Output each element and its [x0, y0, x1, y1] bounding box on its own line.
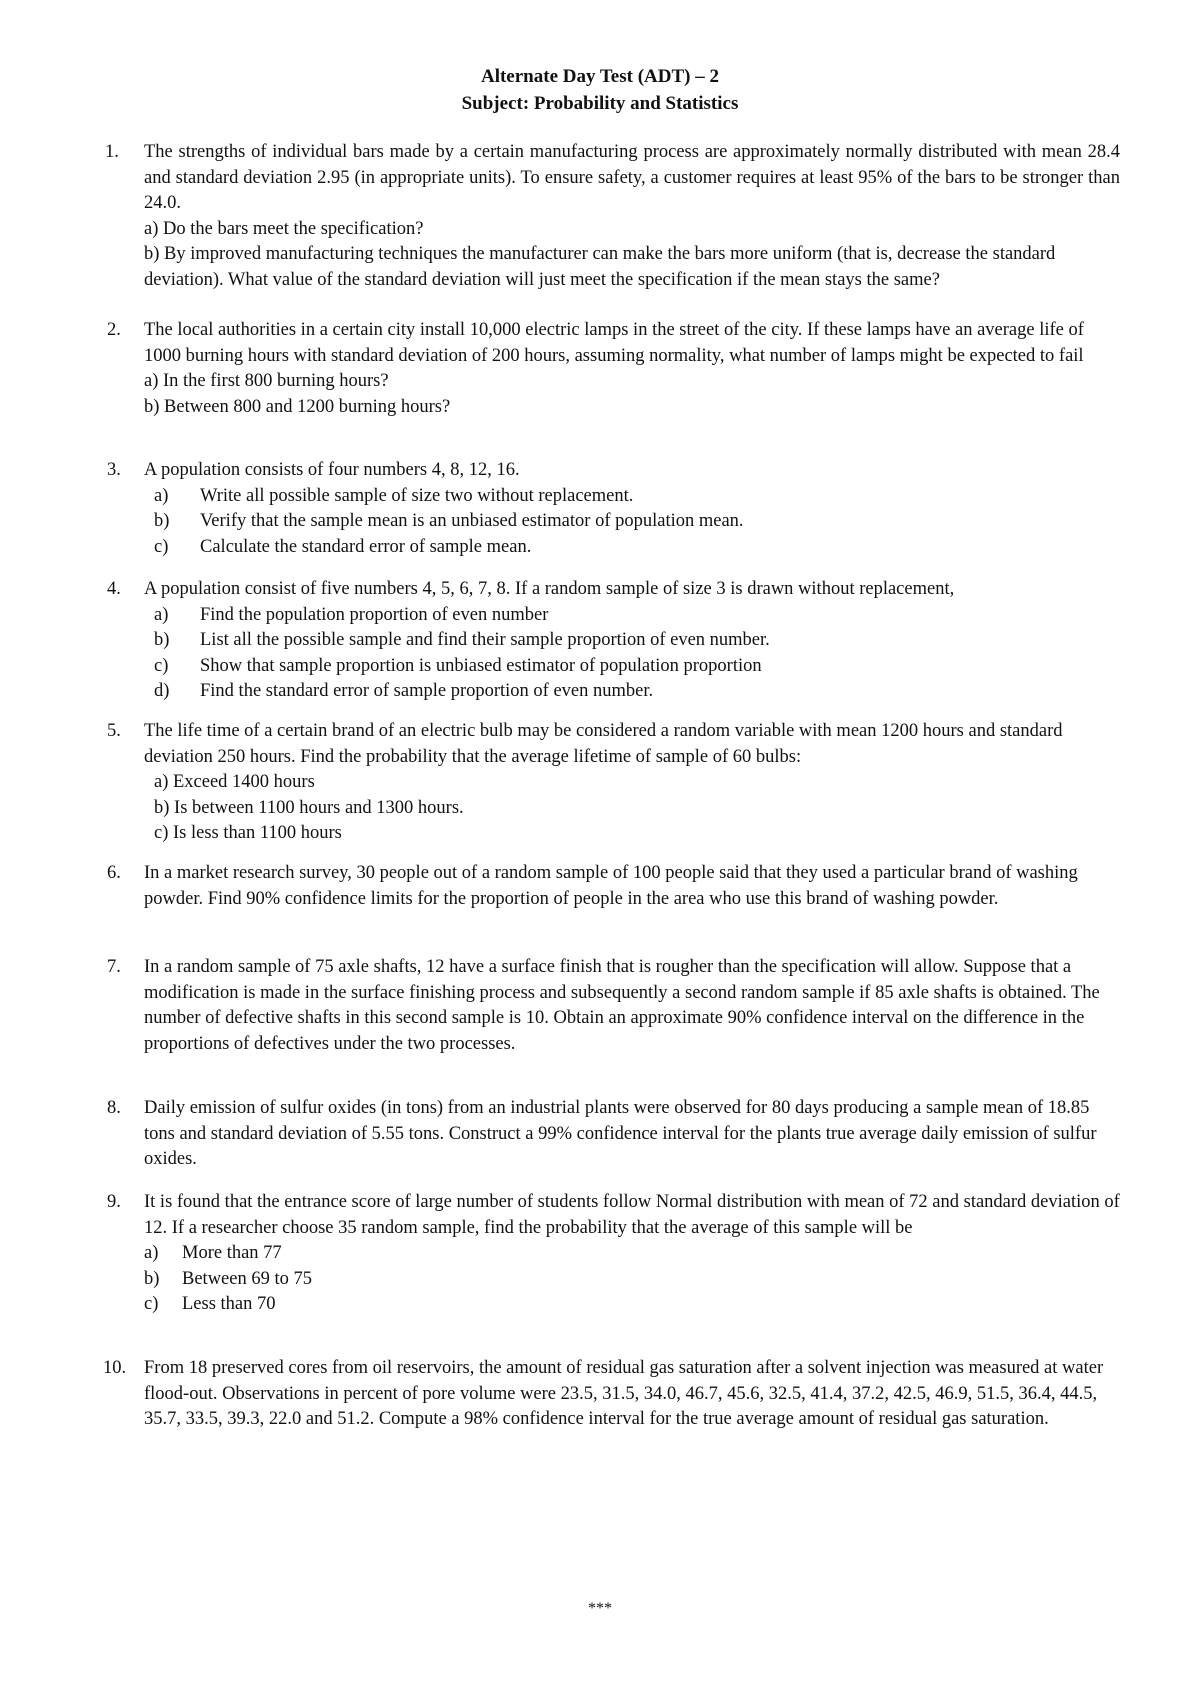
option-item: [144, 1292, 1120, 1318]
option-text: Show that sample proportion is unbiased estimator of population proportion: [200, 655, 762, 676]
question-number: 7.: [107, 957, 121, 977]
question-body: [144, 719, 1120, 847]
option-item: [154, 535, 1130, 561]
option-text: Find the population proportion of even number: [200, 604, 549, 625]
option-text: More than 77: [182, 1243, 282, 1264]
option-label: c): [154, 655, 169, 676]
question-body: [144, 1096, 1120, 1173]
question-text: A population consist of five numbers 4, 5, 6, 7, 8. If a random sample of size 3 is drawn without replacement,: [144, 579, 955, 599]
option-label: c): [144, 1294, 159, 1315]
option-item: [154, 679, 1130, 705]
option-list: [144, 770, 1120, 847]
question-text: The local authorities in a certain city install 10,000 electric lamps in the street of the city. If these lamps have an average life of 1000 burning hours with standard deviation of 200 hours, assuming normality, what number of lamps might be expected to fail: [144, 320, 1084, 366]
question-part: c) Is less than 1100 hours: [154, 823, 342, 844]
question-body: [144, 861, 1120, 912]
question-text: In a market research survey, 30 people out of a random sample of 100 people said that they used a particular brand of washing powder. Find 90% confidence limits for the proportion of people in the area who use this brand of washing powder.: [144, 863, 1078, 909]
page-title: Alternate Day Test (ADT) – 2: [480, 66, 719, 87]
question-text: Daily emission of sulfur oxides (in tons) from an industrial plants were observed for 80 days producing a sample mean of 18.85 tons and standard deviation of 5.55 tons. Construct a 99% confidence interval for the plants true average daily emission of sulfur oxides.: [144, 1098, 1097, 1170]
question-body: [144, 458, 1120, 560]
question-text: In a random sample of 75 axle shafts, 12 have a surface finish that is rougher than the specification will allow. Suppose that a modification is made in the surface finishing process and subsequently a second random sample if 85 axle shafts is obtained. The number of defective shafts in this second sample is 10. Obtain an approximate 90% confidence interval on the difference in the proportions of defectives under the two processes.: [144, 957, 1100, 1054]
option-text: Write all possible sample of size two without replacement.: [200, 485, 634, 506]
option-item: [144, 1241, 1120, 1267]
question-number: 1.: [105, 142, 119, 162]
question-number: 5.: [107, 721, 121, 741]
question-number: 2.: [107, 320, 121, 340]
question-number: 3.: [107, 460, 121, 480]
question-text: From 18 preserved cores from oil reservoirs, the amount of residual gas saturation after a solvent injection was measured at water flood-out. Observations in percent of pore volume were 23.5, 31.5, 34.0, 46.7, 45.6, 32.5, 41.4, 37.2, 42.5, 46.9, 51.5, 36.4, 44.5, 35.7, 33.5, 39.3, 22.0 and 51.2. Compute a 98% confidence interval for the true average amount of residual gas saturation.: [144, 1358, 1104, 1430]
question-part: b) Between 800 and 1200 burning hours?: [144, 396, 451, 417]
option-label: a): [154, 485, 169, 506]
option-text: Less than 70: [182, 1294, 276, 1315]
question-part: b) By improved manufacturing techniques the manufacturer can make the bars more uniform (that is, decrease the standard deviation). What value of the standard deviation will just meet the specification if the mean stays the same?: [144, 244, 1056, 290]
option-label: c): [154, 536, 169, 557]
question-part: a) Exceed 1400 hours: [154, 772, 315, 793]
question-text: The strengths of individual bars made by a certain manufacturing process are approximately normally distributed with mean 28.4 and standard deviation 2.95 (in appropriate units). To ensure safety, a customer requires at least 95% of the bars to be stronger than 24.0.: [144, 142, 1120, 214]
option-label: b): [154, 511, 170, 532]
option-label: a): [144, 1243, 159, 1264]
option-item: [154, 509, 1130, 535]
question-number: 6.: [107, 863, 121, 883]
question-part: a) Do the bars meet the specification?: [144, 218, 424, 239]
option-list: [154, 484, 1130, 561]
page-subject: Subject: Probability and Statistics: [461, 93, 739, 114]
question-text: A population consists of four numbers 4, 8, 12, 16.: [144, 460, 520, 480]
option-list: [154, 603, 1130, 705]
option-text: Between 69 to 75: [182, 1268, 312, 1289]
option-item: [154, 603, 1130, 629]
option-label: a): [154, 604, 169, 625]
question-part: b) Is between 1100 hours and 1300 hours.: [154, 797, 464, 818]
option-item: [154, 654, 1130, 680]
question-body: [144, 318, 1120, 420]
question-text: The life time of a certain brand of an electric bulb may be considered a random variable with mean 1200 hours and standard deviation 250 hours. Find the probability that the average lifetime of sample of 60 bulbs:: [144, 721, 1063, 767]
option-item: [154, 628, 1130, 654]
question-body: [144, 1356, 1120, 1433]
option-label: b): [154, 630, 170, 651]
option-text: List all the possible sample and find their sample proportion of even number.: [200, 630, 770, 651]
question-number: 4.: [107, 579, 121, 599]
option-item: [144, 1267, 1120, 1293]
question-body: [144, 140, 1120, 294]
option-label: b): [144, 1268, 160, 1289]
question-part: a) In the first 800 burning hours?: [144, 371, 389, 392]
end-mark: ***: [588, 1600, 612, 1617]
option-text: Find the standard error of sample proportion of even number.: [200, 681, 654, 702]
option-text: Calculate the standard error of sample mean.: [200, 536, 532, 557]
question-text: It is found that the entrance score of large number of students follow Normal distribution with mean of 72 and standard deviation of 12. If a researcher choose 35 random sample, find the probability that the average of this sample will be: [144, 1192, 1120, 1238]
option-text: Verify that the sample mean is an unbiased estimator of population mean.: [200, 511, 744, 532]
question-number: 10.: [103, 1358, 127, 1378]
option-label: d): [154, 681, 170, 702]
option-item: [154, 484, 1130, 510]
question-body: [144, 955, 1120, 1057]
option-list: [144, 1241, 1120, 1318]
question-body: [144, 1190, 1120, 1318]
question-body: [144, 577, 1120, 705]
question-number: 9.: [107, 1192, 121, 1212]
question-number: 8.: [107, 1098, 121, 1118]
